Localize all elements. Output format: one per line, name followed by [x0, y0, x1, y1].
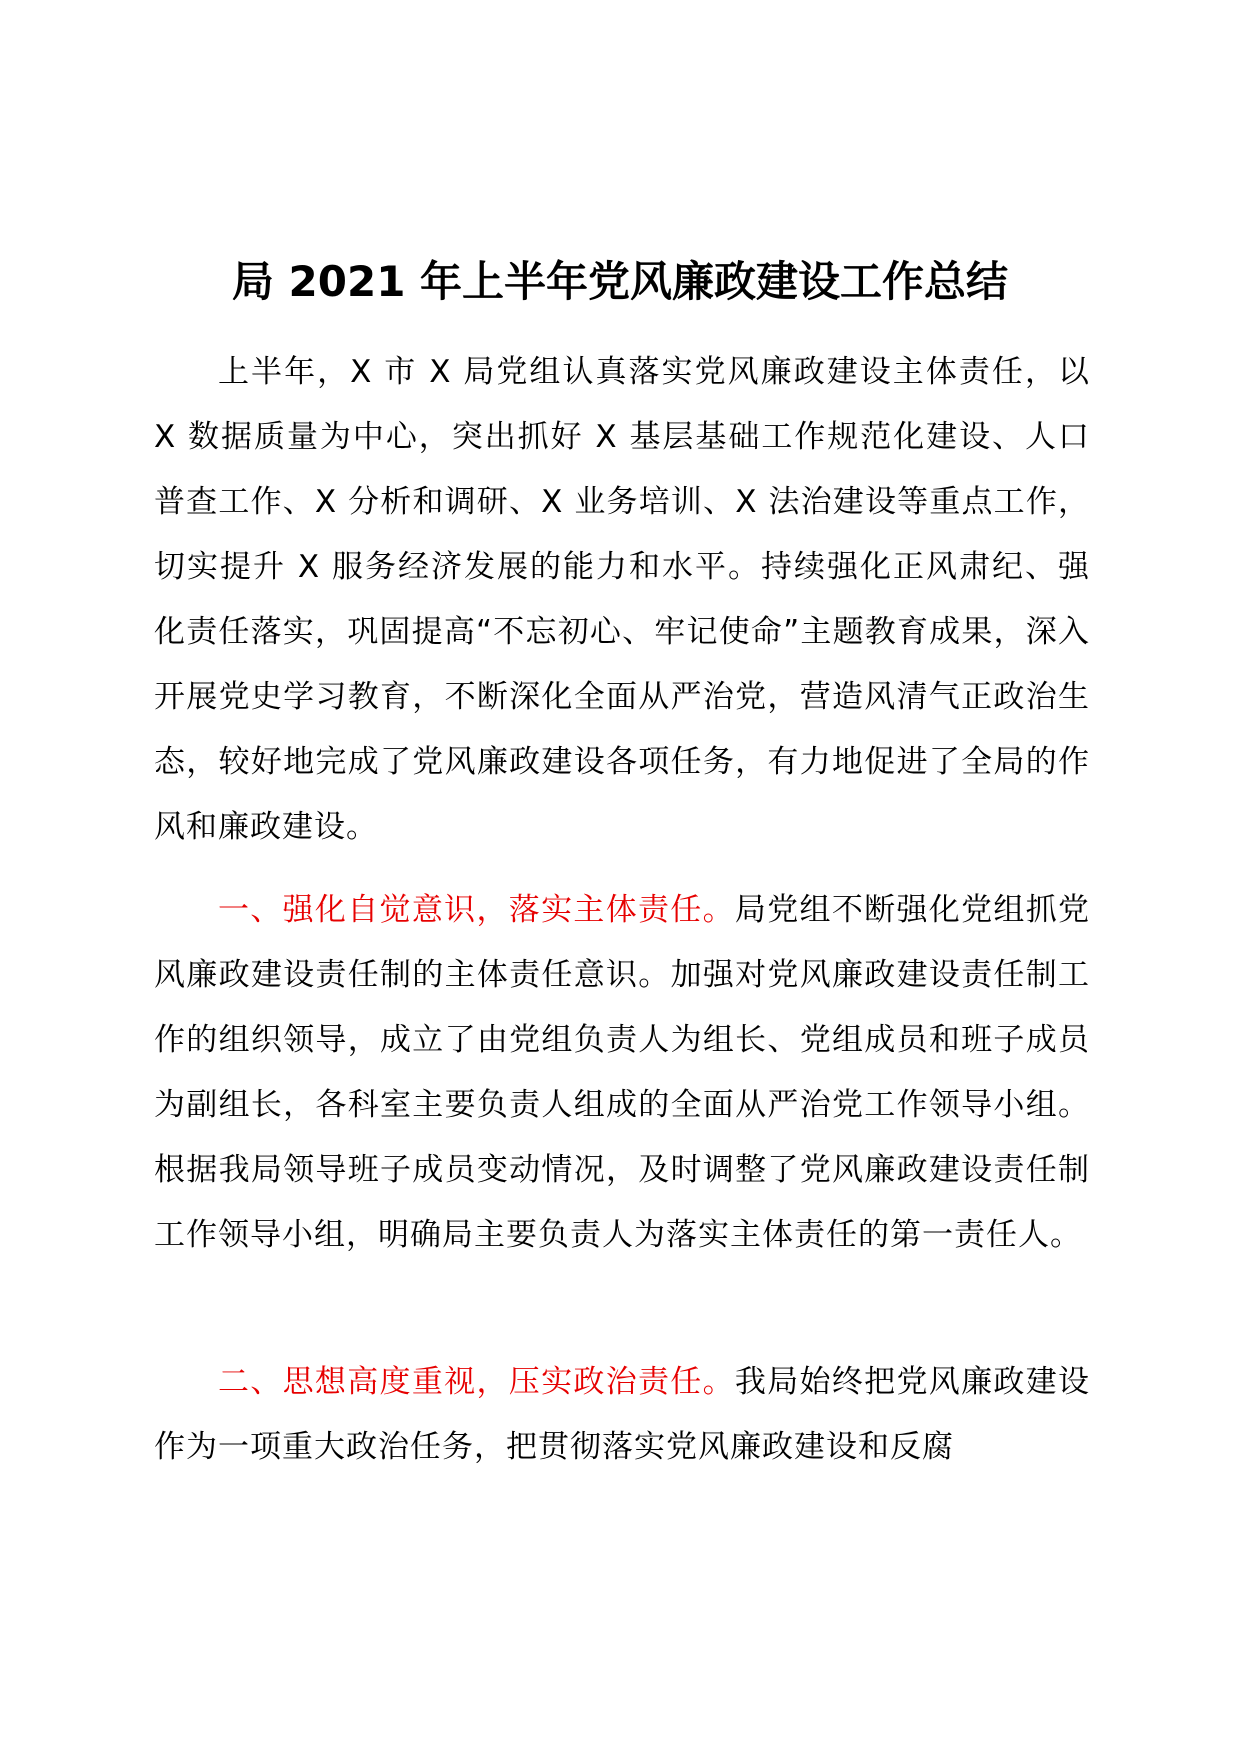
intro-paragraph — [154, 340, 1090, 860]
section-one-paragraph — [154, 878, 1090, 1268]
section-one-text: 局党组不断强化党组抓党风廉政建设责任制的主体责任意识。加强对党风廉政建设责任制工作的组织领导，成立了由党组负责人为组长、党组成员和班子成员为副组长，各科室主要负责人组成的全面从严治党工作领导小组。根据我局领导班子成员变动情况，及时调整了党风廉政建设责任制工作领导小组，明确局主要负责人为落实主体责任的第一责任人。 — [154, 892, 1090, 1253]
document-title: 局 2021 年上半年党风廉政建设工作总结 — [231, 257, 1009, 306]
intro-paragraph-text: 上半年，X 市 X 局党组认真落实党风廉政建设主体责任，以 X 数据质量为中心，突出抓好 X 基层基础工作规范化建设、人口普查工作、X 分析和调研、X 业务培训、X 法治建设等重点工作，切实提升 X 服务经济发展的能力和水平。持续强化正风肃纪、强化责任落实，巩固提高“不忘初心、牢记使命”主题教育成果，深入开展党史学习教育，不断深化全面从严治党，营造风清气正政治生态，较好地完成了党风廉政建设各项任务，有力地促进了全局的作风和廉政建设。 — [154, 354, 1090, 845]
section-two-paragraph — [154, 1350, 1090, 1480]
section-two-text: 我局始终把党风廉政建设作为一项重大政治任务，把贯彻落实党风廉政建设和反腐 — [154, 1364, 1090, 1465]
section-one-heading: 一、强化自觉意识，落实主体责任。 — [218, 892, 735, 928]
section-two-heading: 二、思想高度重视，压实政治责任。 — [218, 1364, 735, 1400]
